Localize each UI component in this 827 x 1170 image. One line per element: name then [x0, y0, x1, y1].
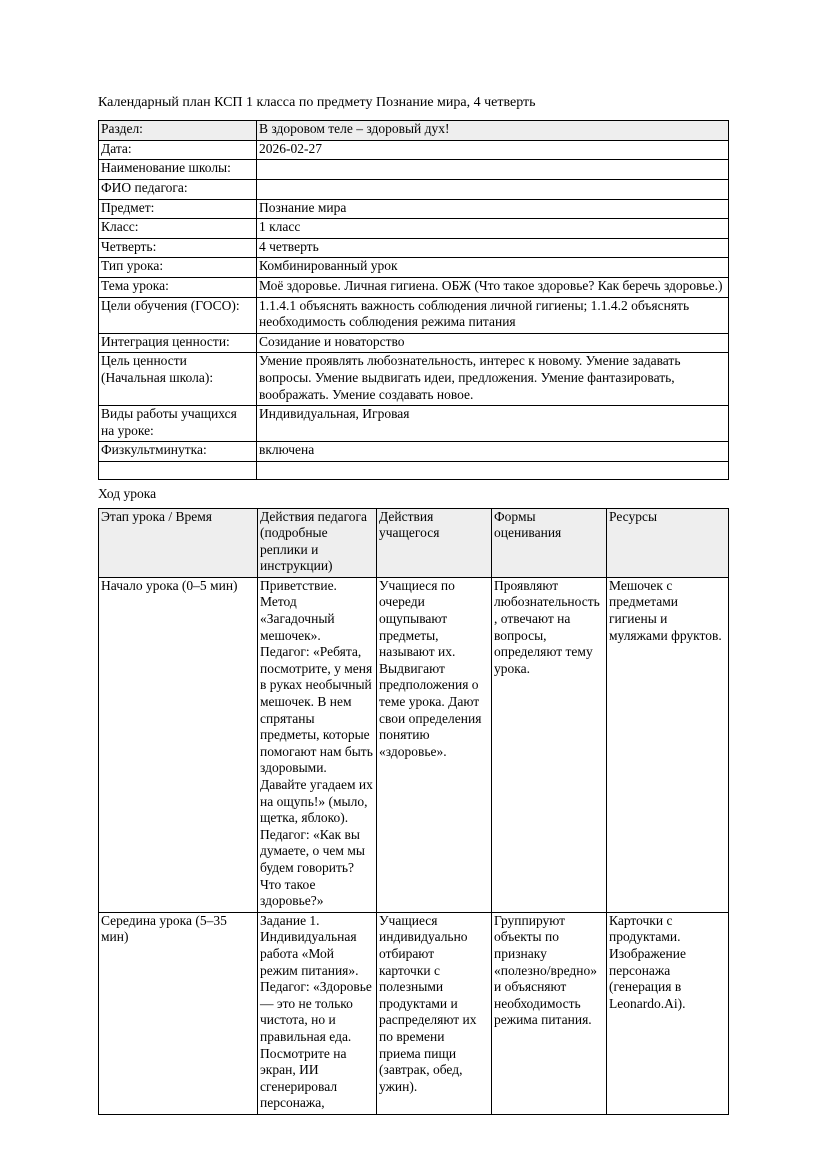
info-label: Предмет:	[99, 199, 257, 219]
teacher-actions-cell: Задание 1. Индивидуальная работа «Мой режим питания». Педагог: «Здоровье — это не только чистота, но и правильная еда. Посмотрите на экран, ИИ сгенерировал персонажа,	[258, 912, 377, 1114]
info-row-school	[99, 160, 729, 180]
info-value: 1.1.4.1 объяснять важность соблюдения личной гигиены; 1.1.4.2 объяснять необходимость соблюдения режима питания	[257, 297, 729, 333]
info-value: 4 четверть	[257, 238, 729, 258]
info-label: Дата:	[99, 140, 257, 160]
info-row-predmet	[99, 199, 729, 219]
info-row-cel-cennosti	[99, 353, 729, 406]
lesson-row-start	[99, 577, 729, 912]
assessment-cell: Проявляют любознательность, отвечают на вопросы, определяют тему урока.	[492, 577, 607, 912]
header-stage-time: Этап урока / Время	[99, 508, 258, 577]
info-value: включена	[257, 442, 729, 462]
info-value: Моё здоровье. Личная гигиена. ОБЖ (Что такое здоровье? Как беречь здоровье.)	[257, 277, 729, 297]
info-label: Цель ценности (Начальная школа):	[99, 353, 257, 406]
info-value: Индивидуальная, Игровая	[257, 406, 729, 442]
info-value: 1 класс	[257, 219, 729, 239]
info-value: Умение проявлять любознательность, интерес к новому. Умение задавать вопросы. Умение выдвигать идеи, предложения. Умение фантазировать, воображать. Умение создавать новое.	[257, 353, 729, 406]
header-student-actions: Действия учащегося	[377, 508, 492, 577]
info-label: Четверть:	[99, 238, 257, 258]
info-row-tip-uroka	[99, 258, 729, 278]
page-title: Календарный план КСП 1 класса по предмету Познание мира, 4 четверть	[98, 95, 536, 110]
info-row-chetvert	[99, 238, 729, 258]
info-value: Созидание и новаторство	[257, 333, 729, 353]
info-label: Виды работы учащихся на уроке:	[99, 406, 257, 442]
info-label: Цели обучения (ГОСО):	[99, 297, 257, 333]
stage-cell: Начало урока (0–5 мин)	[99, 577, 258, 912]
student-actions-cell: Учащиеся индивидуально отбирают карточки с полезными продуктами и распределяют их по времени приема пищи (завтрак, обед, ужин).	[377, 912, 492, 1114]
info-row-razdel	[99, 121, 729, 141]
info-row-data	[99, 140, 729, 160]
header-resources: Ресурсы	[607, 508, 729, 577]
info-value: Познание мира	[257, 199, 729, 219]
info-value	[257, 461, 729, 479]
info-row-tema-uroka	[99, 277, 729, 297]
info-row-celi-goso	[99, 297, 729, 333]
info-value	[257, 160, 729, 180]
info-value: 2026-02-27	[257, 140, 729, 160]
info-label: Класс:	[99, 219, 257, 239]
info-label: Раздел:	[99, 121, 257, 141]
info-row-empty	[99, 461, 729, 479]
info-value: Комбинированный урок	[257, 258, 729, 278]
student-actions-cell: Учащиеся по очереди ощупывают предметы, называют их. Выдвигают предположения о теме урока. Дают свои определения понятию «здоровье».	[377, 577, 492, 912]
info-label: Тема урока:	[99, 277, 257, 297]
resources-cell: Карточки с продуктами. Изображение персонажа (генерация в Leonardo.Ai).	[607, 912, 729, 1114]
header-assessment-forms: Формы оценивания	[492, 508, 607, 577]
teacher-actions-cell: Приветствие. Метод «Загадочный мешочек». Педагог: «Ребята, посмотрите, у меня в руках необычный мешочек. В нем спрятаны предметы, которые помогают нам быть здоровыми. Давайте угадаем их на ощупь!» (мыло, щетка, яблоко). Педагог: «Как вы думаете, о чем мы будем говорить? Что такое здоровье?»	[258, 577, 377, 912]
info-label: Тип урока:	[99, 258, 257, 278]
info-value: В здоровом теле – здоровый дух!	[257, 121, 729, 141]
info-label: Интеграция ценности:	[99, 333, 257, 353]
info-row-fio	[99, 180, 729, 200]
info-row-klass	[99, 219, 729, 239]
info-row-integraciya	[99, 333, 729, 353]
lesson-header-row	[99, 508, 729, 577]
lesson-flow-heading: Ход урока	[98, 485, 157, 501]
lesson-info-table	[98, 120, 729, 480]
info-label	[99, 461, 257, 479]
stage-cell: Середина урока (5–35 мин)	[99, 912, 258, 1114]
lesson-flow-table	[98, 508, 729, 1115]
assessment-cell: Группируют объекты по признаку «полезно/вредно» и объясняют необходимость режима питания.	[492, 912, 607, 1114]
info-label: Наименование школы:	[99, 160, 257, 180]
info-row-fizkultminutka	[99, 442, 729, 462]
info-label: Физкультминутка:	[99, 442, 257, 462]
info-value	[257, 180, 729, 200]
header-teacher-actions: Действия педагога (подробные реплики и инструкции)	[258, 508, 377, 577]
lesson-row-middle	[99, 912, 729, 1114]
info-label: ФИО педагога:	[99, 180, 257, 200]
resources-cell: Мешочек с предметами гигиены и муляжами фруктов.	[607, 577, 729, 912]
info-row-vidy-raboty	[99, 406, 729, 442]
